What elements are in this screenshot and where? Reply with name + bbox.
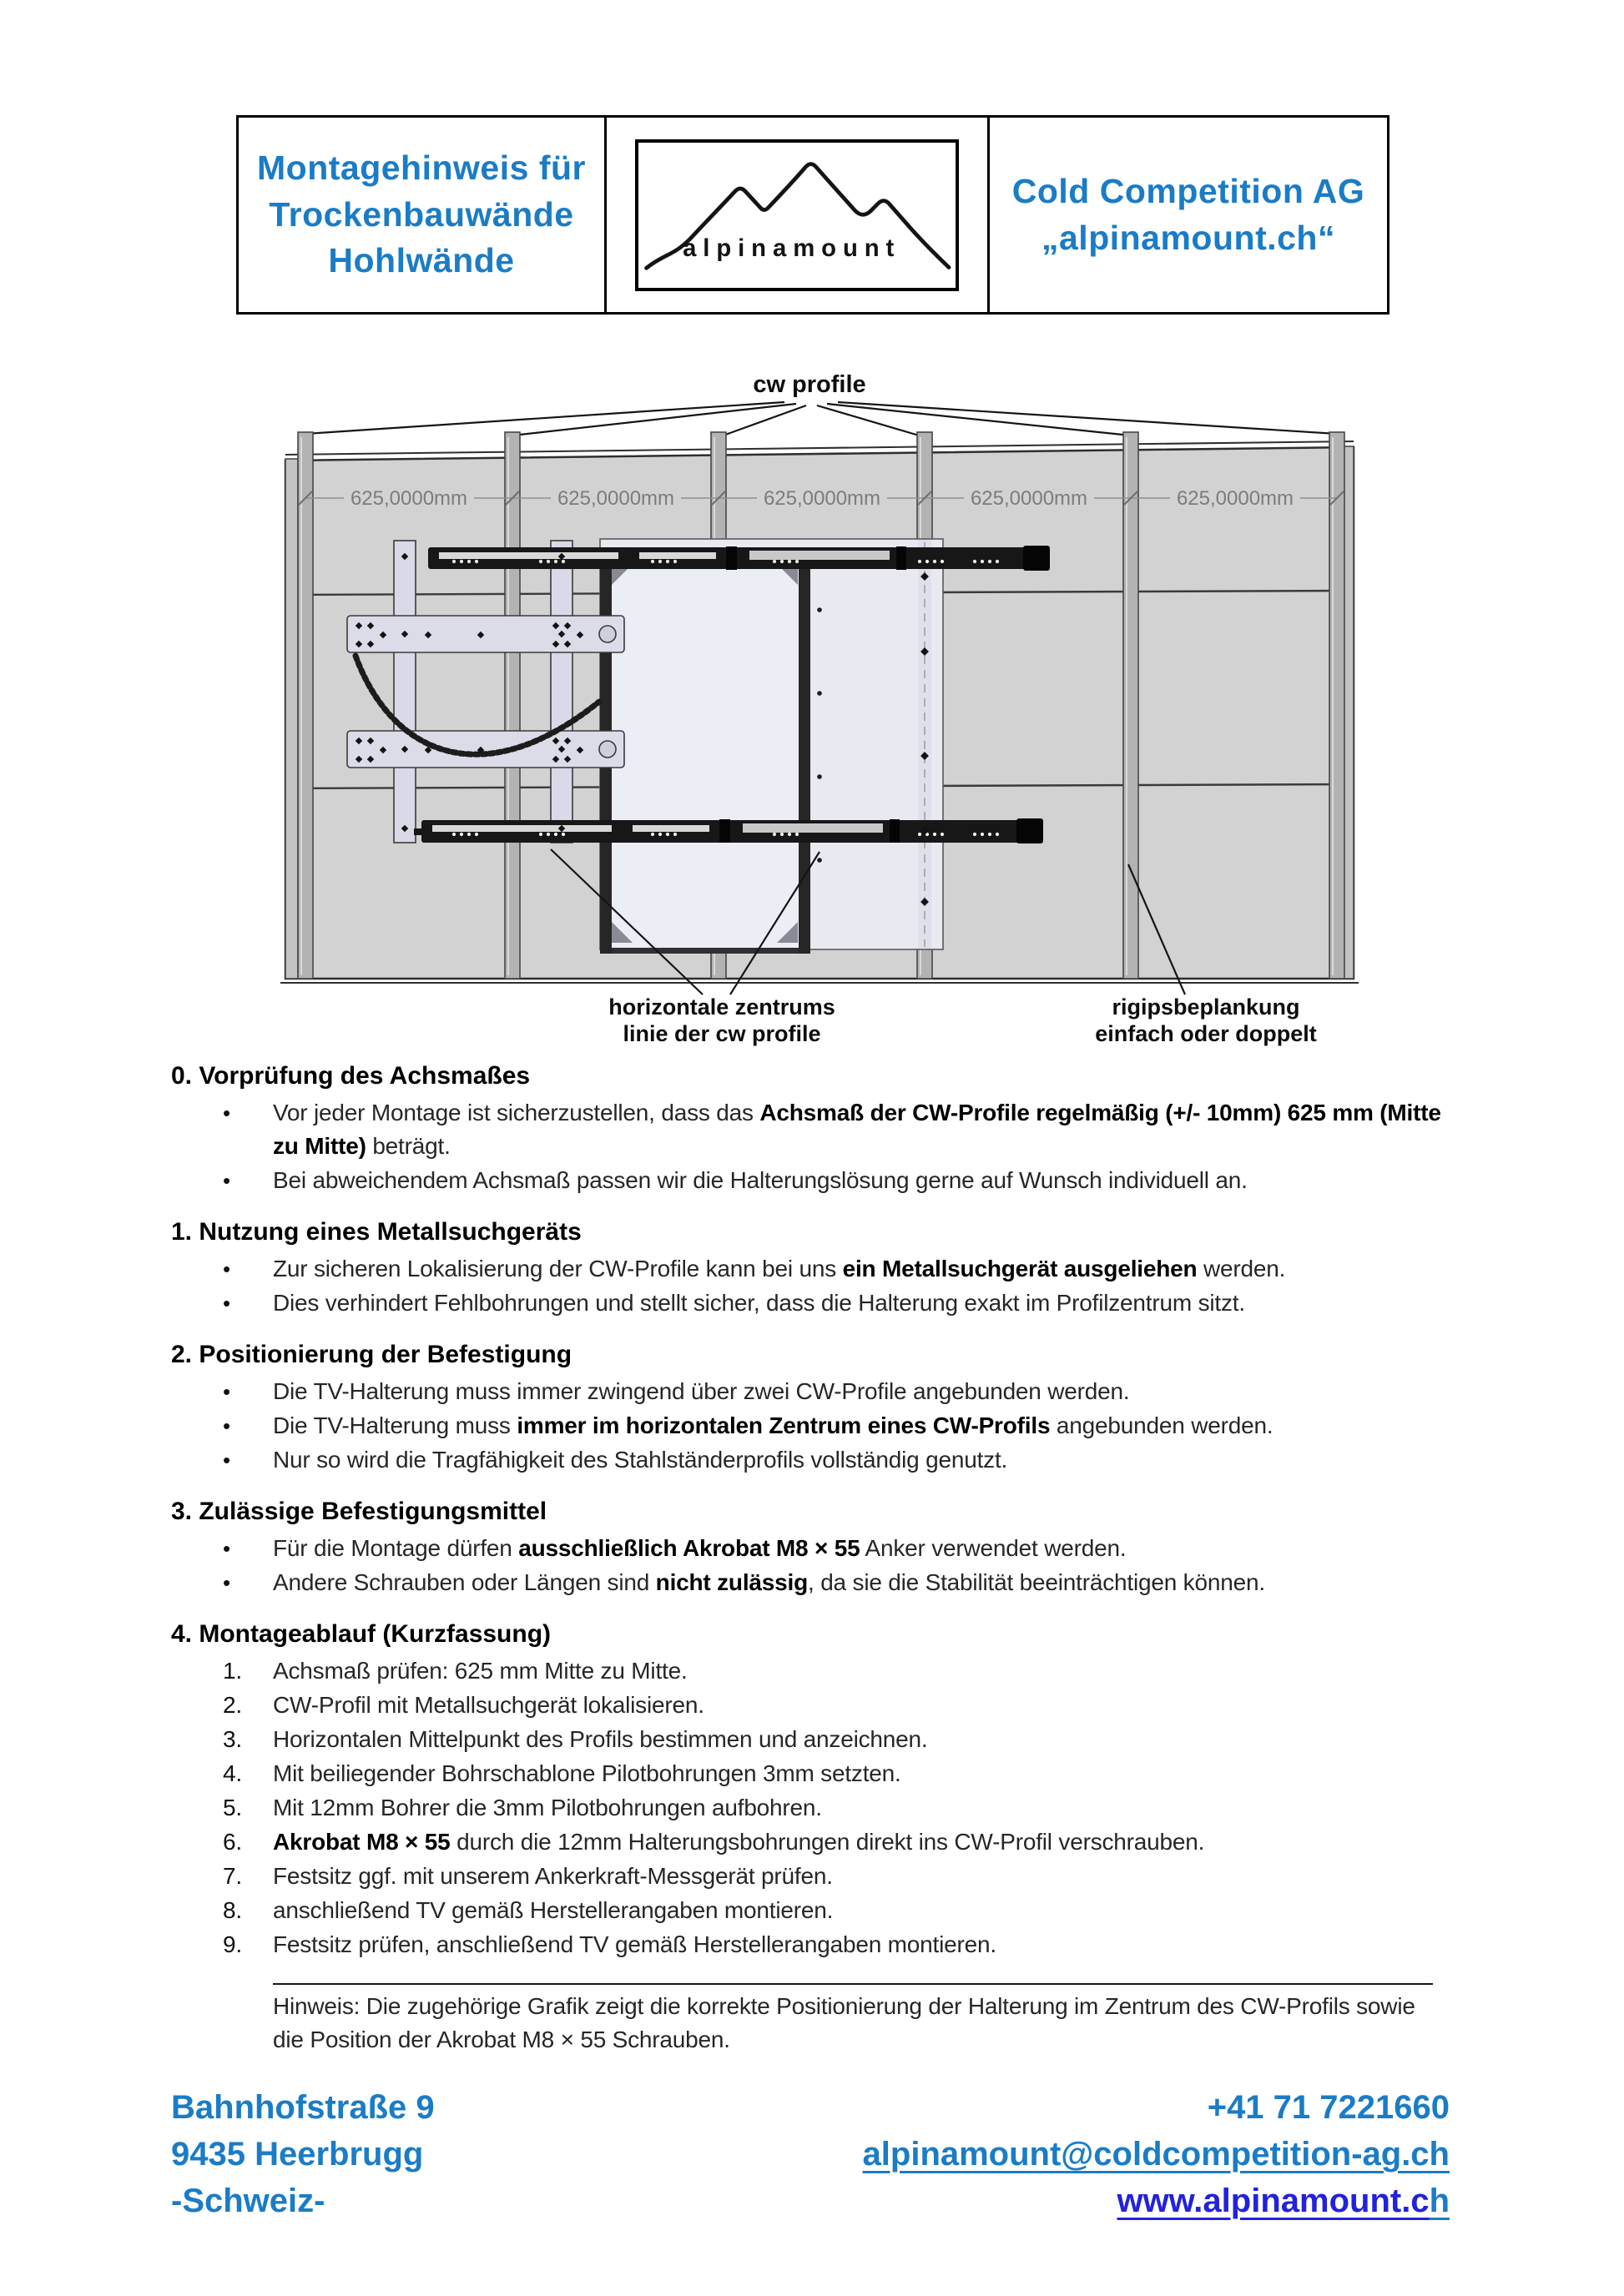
item-text: Mit 12mm Bohrer die 3mm Pilotbohrungen aufbohren.: [273, 1795, 822, 1820]
item-number: 6.: [223, 1829, 242, 1855]
bullet-item: [171, 1375, 1452, 1408]
logo-wordmark: alpinamount: [683, 234, 901, 262]
item-text: CW-Profil mit Metallsuchgerät lokalisieren.: [273, 1692, 704, 1718]
section-list: [171, 1060, 1452, 1961]
item-text: Akrobat M8 × 55 durch die 12mm Halterungsbohrungen direkt ins CW-Profil verschrauben.: [273, 1829, 1205, 1855]
page-title: [257, 145, 586, 284]
bullet-item: [171, 1286, 1452, 1320]
item-number: 1.: [223, 1658, 242, 1684]
page-title-line3: Hohlwände: [328, 241, 515, 280]
rigips-label-1: rigipsbeplankung: [1112, 994, 1300, 1020]
address-line-street: Bahnhofstraße 9: [171, 2089, 435, 2126]
note-divider: [273, 1983, 1433, 1985]
numbered-item: [171, 1689, 1452, 1722]
dimension-line: [299, 486, 1344, 511]
website-link-main[interactable]: www.alpinamount.c: [1117, 2183, 1430, 2219]
bullet-item: [171, 1566, 1452, 1599]
rigips-label-2: einfach oder doppelt: [1095, 1021, 1317, 1046]
dimension-label: 625,0000mm: [557, 487, 675, 510]
footer-address: [171, 2084, 435, 2224]
item-text: Dies verhindert Fehlbohrungen und stellt sicher, dass die Halterung exakt im Profilzentrum sitzt.: [273, 1290, 1245, 1316]
item-number: 3.: [223, 1726, 242, 1752]
cw-profile-wall-drawing: [275, 364, 1360, 1058]
item-number: 8.: [223, 1897, 242, 1923]
section-heading: 0. Vorprüfung des Achsmaßes: [171, 1062, 531, 1090]
header-title-cell: [239, 118, 607, 312]
item-number: 9.: [223, 1931, 242, 1957]
item-text: Andere Schrauben oder Längen sind nicht zulässig, da sie die Stabilität beeinträchtigen können.: [273, 1569, 1265, 1595]
item-text: Vor jeder Montage ist sicherzustellen, dass das Achsmaß der CW-Profile regelmäßig (+/- 10mm) 625 mm (Mitte zu Mitte) beträgt.: [273, 1100, 1441, 1159]
header-logo-cell: [607, 118, 990, 312]
item-text: Die TV-Halterung muss immer im horizontalen Zentrum eines CW-Profils angebunden werden.: [273, 1412, 1273, 1438]
address-line-country: -Schweiz-: [171, 2183, 325, 2219]
address-line-city: 9435 Heerbrugg: [171, 2136, 424, 2173]
website-link[interactable]: [1117, 2183, 1450, 2219]
bullet-dot: •: [223, 1379, 230, 1404]
page-title-line1: Montagehinweis für: [257, 149, 586, 188]
website-link-tail[interactable]: h: [1429, 2183, 1450, 2219]
bullet-item: [171, 1096, 1452, 1163]
section-heading: 2. Positionierung der Befestigung: [171, 1341, 572, 1368]
item-text: Achsmaß prüfen: 625 mm Mitte zu Mitte.: [273, 1658, 688, 1684]
center-line-label-2: linie der cw profile: [623, 1021, 821, 1046]
wall-mount-diagram: [275, 364, 1360, 1058]
numbered-item: [171, 1825, 1452, 1859]
numbered-item: [171, 1654, 1452, 1688]
item-number: 2.: [223, 1692, 242, 1718]
section-heading: 3. Zulässige Befestigungsmittel: [171, 1498, 547, 1525]
dimension-label: 625,0000mm: [763, 487, 881, 510]
item-text: Zur sicheren Lokalisierung der CW-Profile kann bei uns ein Metallsuchgerät ausgeliehen werden.: [273, 1256, 1286, 1281]
dimension-label: 625,0000mm: [1176, 487, 1294, 510]
header-table: [236, 115, 1389, 315]
alpinamount-logo: [635, 139, 959, 291]
bullet-item: [171, 1532, 1452, 1565]
numbered-item: [171, 1791, 1452, 1825]
item-number: 7.: [223, 1863, 242, 1889]
numbered-item: [171, 1723, 1452, 1756]
company-name-line2: „alpinamount.ch“: [1041, 218, 1335, 257]
header-company-cell: [990, 118, 1387, 312]
item-text: Mit beiliegender Bohrschablone Pilotbohrungen 3mm setzten.: [273, 1760, 901, 1786]
item-text: Für die Montage dürfen ausschließlich Akrobat M8 × 55 Anker verwendet werden.: [273, 1535, 1127, 1561]
bullet-dot: •: [223, 1291, 230, 1316]
item-text: Bei abweichendem Achsmaß passen wir die Halterungslösung gerne auf Wunsch individuell an.: [273, 1167, 1248, 1193]
dimension-label: 625,0000mm: [970, 487, 1088, 510]
bullet-item: [171, 1409, 1452, 1443]
section-heading: 1. Nutzung eines Metallsuchgeräts: [171, 1218, 582, 1246]
numbered-item: [171, 1757, 1452, 1790]
mountain-logo-icon: [638, 143, 956, 288]
item-number: 5.: [223, 1795, 242, 1820]
cw-profile-label: cw profile: [753, 371, 866, 398]
bullet-item: [171, 1164, 1452, 1197]
vertical-strap: [551, 541, 572, 843]
center-line-label-1: horizontale zentrums: [608, 994, 835, 1020]
numbered-item: [171, 1928, 1452, 1961]
footer: [171, 2084, 1450, 2224]
bullet-item: [171, 1252, 1452, 1286]
phone-number: +41 71 7221660: [1207, 2089, 1450, 2126]
vertical-strap: [394, 541, 416, 843]
company-name: [1012, 169, 1364, 261]
top-slide-rail: [428, 546, 1050, 571]
item-text: Nur so wird die Tragfähigkeit des Stahlständerprofils vollständig genutzt.: [273, 1447, 1008, 1473]
item-text: Horizontalen Mittelpunkt des Profils bestimmen und anzeichnen.: [273, 1726, 928, 1752]
page-title-line2: Trockenbauwände: [269, 194, 574, 234]
footer-contact: [863, 2084, 1450, 2224]
item-text: Die TV-Halterung muss immer zwingend über zwei CW-Profile angebunden werden.: [273, 1378, 1130, 1404]
bullet-dot: •: [223, 1413, 230, 1438]
bullet-dot: •: [223, 1448, 230, 1473]
email-link[interactable]: alpinamount@coldcompetition-ag.ch: [862, 2136, 1450, 2173]
bullet-dot: •: [223, 1256, 230, 1281]
bullet-dot: •: [223, 1168, 230, 1193]
instructions: [171, 1041, 1452, 2057]
cw-profile-leader-lines: [305, 402, 1337, 437]
bullet-dot: •: [223, 1570, 230, 1595]
bottom-slide-rail: [414, 818, 1043, 843]
item-number: 4.: [223, 1760, 242, 1786]
item-text: Festsitz prüfen, anschließend TV gemäß Herstellerangaben montieren.: [273, 1931, 996, 1957]
bullet-dot: •: [223, 1536, 230, 1561]
section-heading: 4. Montageablauf (Kurzfassung): [171, 1620, 552, 1648]
numbered-item: [171, 1860, 1452, 1893]
note-text: Hinweis: Die zugehörige Grafik zeigt die korrekte Positionierung der Halterung im Zentrum des CW-Profils sowie die Position der Akrobat M8 × 55 Schrauben.: [273, 1993, 1415, 2052]
company-name-line1: Cold Competition AG: [1011, 172, 1365, 211]
bullet-item: [171, 1443, 1452, 1477]
bullet-dot: •: [223, 1100, 230, 1125]
dimension-label: 625,0000mm: [350, 487, 468, 510]
item-text: Festsitz ggf. mit unserem Ankerkraft-Messgerät prüfen.: [273, 1863, 833, 1889]
numbered-item: [171, 1894, 1452, 1927]
item-text: anschließend TV gemäß Herstellerangaben montieren.: [273, 1897, 834, 1923]
